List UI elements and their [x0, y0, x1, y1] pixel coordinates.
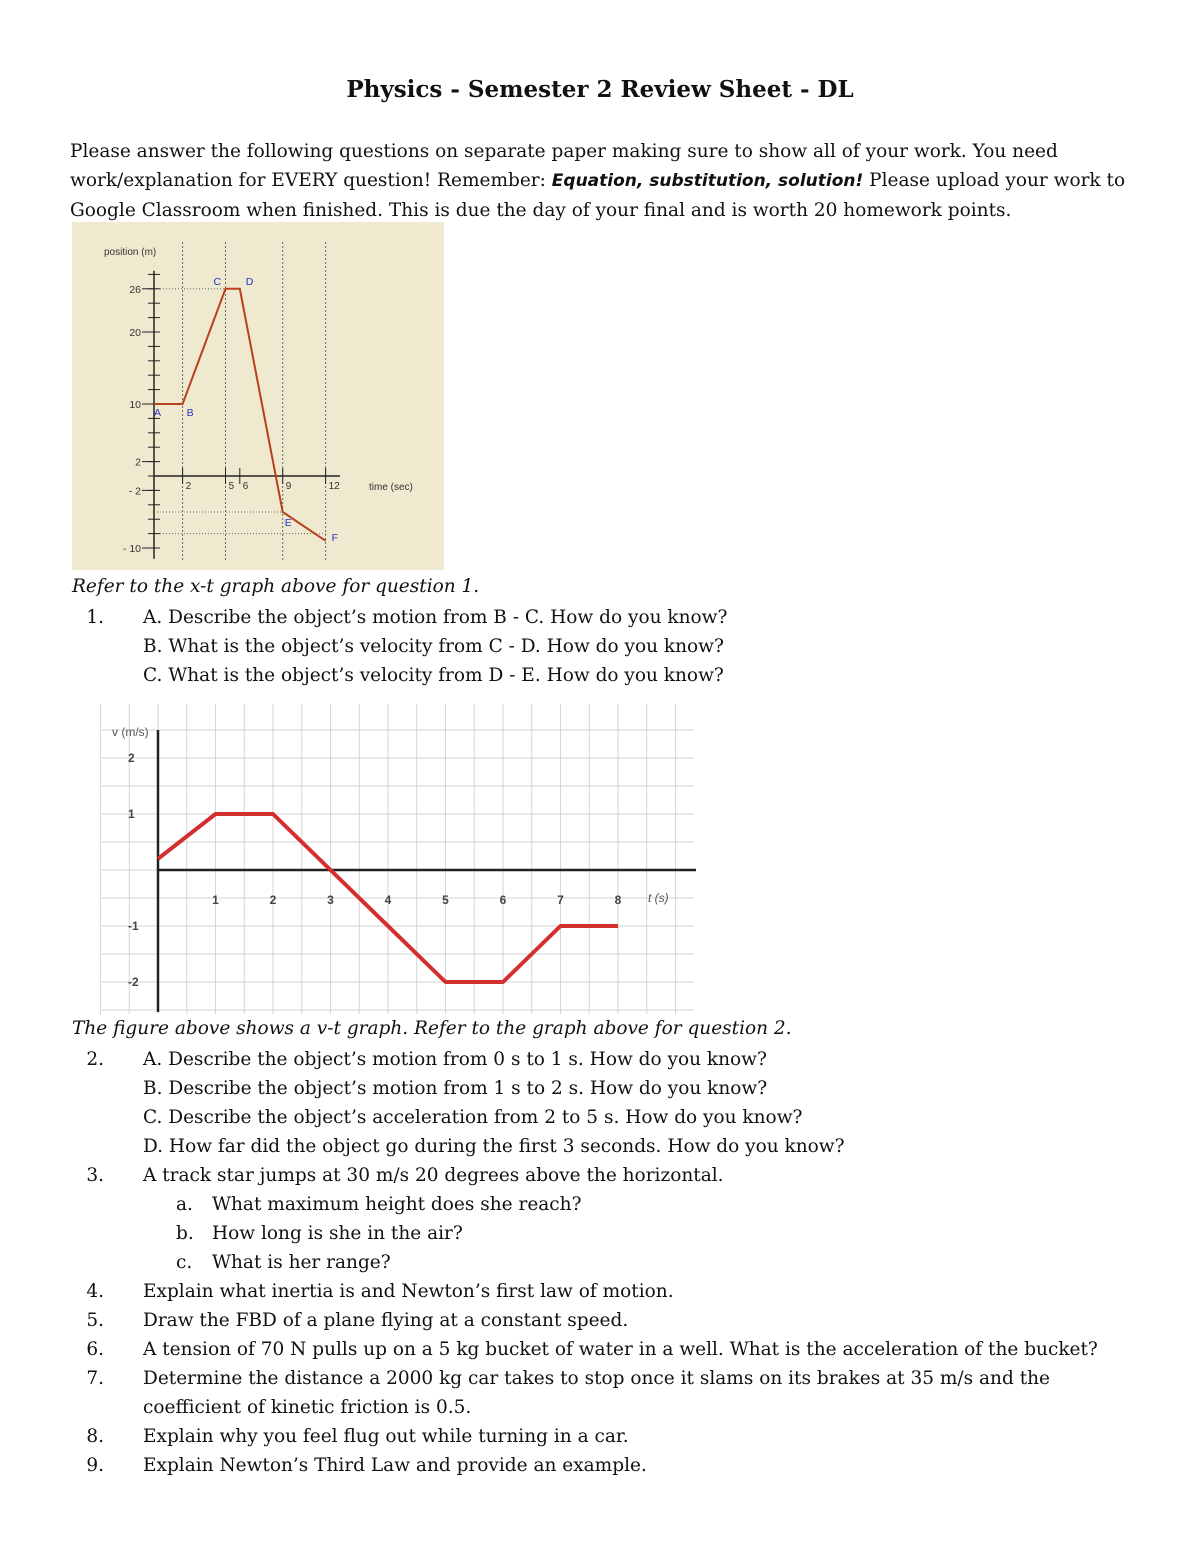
graph2-y-tick-label: 2	[128, 751, 135, 765]
question-3b-text: How long is she in the air?	[212, 1223, 463, 1244]
question-4-text: Explain what inertia is and Newton’s first law of motion.	[143, 1281, 674, 1302]
question-5	[72, 1306, 1152, 1335]
graph2-x-tick-label: 7	[557, 893, 564, 907]
graph1-y-axis-label: position (m)	[104, 247, 157, 258]
graph2-x-axis-label: t (s)	[648, 891, 669, 905]
question-2d: D. How far did the object go during the first 3 seconds. How do you know?	[143, 1136, 845, 1157]
velocity-time-graph	[98, 700, 698, 1018]
graph2-x-tick-label: 3	[327, 893, 334, 907]
question-6	[72, 1335, 1152, 1364]
question-3a-label: a.	[176, 1194, 193, 1215]
question-3-text: A track star jumps at 30 m/s 20 degrees above the horizontal.	[143, 1165, 724, 1186]
question-3	[72, 1161, 1152, 1277]
question-3a	[176, 1190, 1152, 1219]
question-5-number: 5.	[86, 1310, 104, 1331]
question-9-number: 9.	[86, 1455, 104, 1476]
graph2-x-tick-label: 6	[499, 893, 507, 907]
question-2b: B. Describe the object’s motion from 1 s to 2 s. How do you know?	[143, 1078, 768, 1099]
page-title: Physics - Semester 2 Review Sheet - DL	[346, 76, 854, 103]
question-1a: A. Describe the object’s motion from B - C. How do you know?	[143, 607, 728, 628]
question-4-number: 4.	[86, 1281, 104, 1302]
question-2-number: 2.	[86, 1049, 104, 1070]
graph1-x-tick-label: 9	[285, 481, 292, 492]
graph1-x-tick-label: 5	[228, 481, 235, 492]
graph2-y-axis-label: v (m/s)	[112, 725, 149, 739]
graph1-point-label-c: C	[213, 275, 222, 288]
question-3c-text: What is her range?	[212, 1252, 391, 1273]
question-8	[72, 1422, 1152, 1451]
graph2-x-tick-label: 5	[442, 893, 449, 907]
graph1-y-tick-label: - 2	[128, 485, 141, 498]
question-7-text-1: Determine the distance a 2000 kg car takes to stop once it slams on its brakes at 35 m/s and the	[143, 1368, 1050, 1389]
question-3a-text: What maximum height does she reach?	[212, 1194, 582, 1215]
graph1-x-tick-label: 2	[185, 481, 192, 492]
instructions-paragraph	[70, 137, 1140, 225]
graph1-x-tick-label: 6	[242, 481, 249, 492]
graph1-x-axis-label: time (sec)	[369, 482, 413, 493]
graph2-caption: The figure above shows a v-t graph. Refer to the graph above for question 2.	[72, 1018, 792, 1039]
graph2-background	[98, 700, 698, 1018]
graph1-point-label-f: F	[331, 531, 339, 544]
question-9-text: Explain Newton’s Third Law and provide an example.	[143, 1455, 647, 1476]
graph1-caption: Refer to the x-t graph above for question 1.	[72, 576, 480, 597]
question-2a: A. Describe the object’s motion from 0 s to 1 s. How do you know?	[143, 1049, 767, 1070]
question-6-number: 6.	[86, 1339, 104, 1360]
question-3c	[176, 1248, 1152, 1277]
question-1b: B. What is the object’s velocity from C - D. How do you know?	[143, 636, 724, 657]
question-7-number: 7.	[86, 1368, 104, 1389]
question-3b	[176, 1219, 1152, 1248]
question-3b-label: b.	[176, 1223, 194, 1244]
position-time-graph	[72, 222, 444, 570]
question-5-text: Draw the FBD of a plane flying at a constant speed.	[143, 1310, 629, 1331]
instructions-text-1: Please answer the following questions on separate paper making sure to show all of your work. You need work/explanation for EVERY question! Remember:	[70, 141, 1058, 191]
instructions-text-2: Please upload your work to Google Classroom when finished. This is due the day of your final and is worth 20 homework points.	[70, 170, 1126, 221]
graph1-point-label-a: A	[154, 407, 162, 419]
graph2-x-tick-label: 1	[212, 893, 219, 907]
question-4	[72, 1277, 1152, 1306]
graph1-point-label-b: B	[186, 407, 194, 419]
graph1-y-tick-label: - 10	[122, 543, 141, 555]
question-9	[72, 1451, 1152, 1480]
graph2-x-tick-label: 2	[269, 893, 277, 907]
graph1-y-tick-label: 2	[135, 456, 141, 469]
graph1-point-label-d: D	[245, 275, 254, 288]
graph1-y-tick-label: 26	[129, 283, 141, 296]
question-2c: C. Describe the object’s acceleration from 2 to 5 s. How do you know?	[143, 1107, 803, 1128]
graph2-y-tick-label: 1	[128, 807, 135, 821]
question-2	[72, 1045, 1152, 1161]
graph2-y-tick-label: -1	[128, 919, 139, 933]
graph1-y-tick-label: 10	[129, 399, 141, 411]
graph1-y-tick-label: 20	[129, 327, 141, 339]
graph1-x-tick-label: 12	[328, 481, 340, 492]
remember-emphasis: Equation, substitution, solution!	[551, 171, 864, 191]
graph2-y-tick-label: -2	[128, 975, 139, 989]
question-7	[72, 1364, 1152, 1422]
question-7-text-2: coefficient of kinetic friction is 0.5.	[143, 1397, 472, 1418]
graph1-point-label-e: E	[284, 517, 292, 529]
question-3c-label: c.	[176, 1252, 193, 1273]
graph2-x-tick-label: 4	[384, 893, 392, 907]
question-6-text: A tension of 70 N pulls up on a 5 kg bucket of water in a well. What is the acceleration of the bucket?	[143, 1339, 1098, 1360]
question-8-number: 8.	[86, 1426, 104, 1447]
question-1	[72, 603, 1152, 690]
question-3-number: 3.	[86, 1165, 104, 1186]
question-1-number: 1.	[86, 607, 104, 628]
graph2-x-tick-label: 8	[614, 893, 622, 907]
graph1-background	[72, 222, 444, 570]
question-8-text: Explain why you feel flug out while turning in a car.	[143, 1426, 629, 1447]
question-1c: C. What is the object’s velocity from D - E. How do you know?	[143, 665, 724, 686]
